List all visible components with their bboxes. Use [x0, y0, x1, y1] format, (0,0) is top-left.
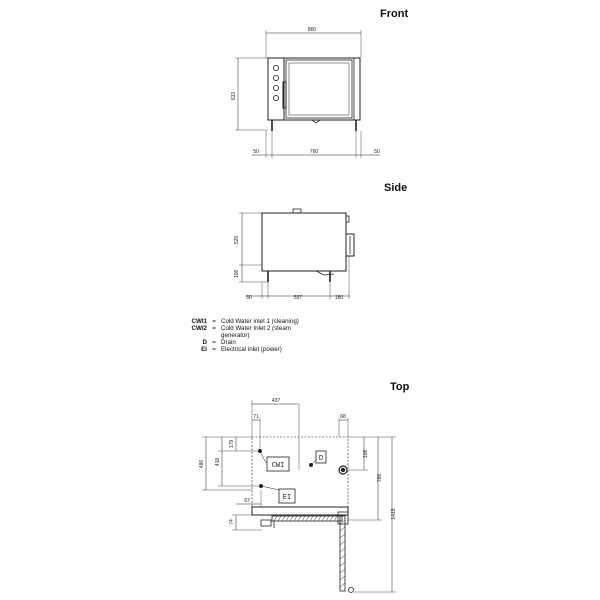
dim-top-71: 71	[253, 414, 259, 420]
dim-top-766: 766	[377, 473, 383, 483]
side-view-title: Side	[384, 182, 408, 194]
legend-text: Drain	[221, 339, 236, 346]
legend	[187, 318, 311, 353]
legend-text: Cold Water Inlet 2 (steam generator)	[221, 325, 291, 339]
legend-code: EI	[201, 346, 207, 353]
dim-side-middle: 537	[293, 295, 303, 301]
dim-top-179: 179	[229, 439, 235, 449]
front-view-title: Front	[380, 8, 409, 20]
top-front-frame	[252, 507, 348, 515]
top-outline	[252, 437, 348, 507]
side-drain-pipe	[316, 271, 334, 275]
dim-side-upper: 525	[234, 235, 240, 245]
knob-2	[273, 75, 278, 80]
dim-top-486: 486	[199, 459, 205, 469]
front-body	[268, 58, 360, 120]
label-cwi: CWI	[271, 462, 285, 470]
vertical-rail	[340, 516, 345, 591]
dim-side-right: 180	[334, 295, 344, 301]
top-view	[202, 400, 396, 593]
dim-top-74: 74	[229, 519, 235, 525]
dim-front-width: 860	[307, 27, 317, 33]
rail-end	[349, 588, 354, 593]
knob-1	[273, 65, 278, 70]
legend-item-cwi2: CWI2 = Cold Water Inlet 2 (steam generator)	[187, 325, 311, 339]
front-knob	[261, 520, 271, 526]
dim-front-height: 633	[231, 91, 237, 101]
top-vent	[293, 209, 301, 213]
label-d: D	[318, 455, 324, 463]
dim-side-lower: 108	[234, 269, 240, 279]
legend-code: CWI1	[191, 318, 207, 325]
dim-side-left: 50	[246, 295, 252, 301]
dim-top-418: 418	[215, 457, 221, 467]
oven-door	[286, 60, 352, 118]
dim-top-1415: 1415	[391, 508, 397, 520]
dim-top-437: 437	[271, 398, 281, 404]
legend-item-cwi1: CWI1 = Cold Water inlet 1 (cleaning)	[187, 318, 311, 325]
side-body	[262, 213, 346, 271]
knob-3	[273, 85, 278, 90]
top-view-title: Top	[390, 381, 410, 393]
dim-top-68: 68	[340, 414, 346, 420]
dim-front-left: 50	[253, 149, 259, 155]
side-view	[239, 209, 354, 299]
legend-text: Cold Water inlet 1 (cleaning)	[221, 318, 299, 325]
front-view	[235, 30, 380, 158]
legend-item-d: D = Drain	[187, 339, 311, 346]
knob-4	[273, 95, 278, 100]
dim-top-97: 97	[244, 498, 250, 504]
control-panel	[268, 58, 284, 120]
legend-item-ei: EI = Electrical inlet (power)	[187, 346, 311, 353]
legend-code: D	[202, 339, 207, 346]
dim-top-108: 108	[363, 449, 369, 459]
dim-front-middle: 760	[309, 149, 319, 155]
dim-front-right: 50	[374, 149, 380, 155]
legend-code: CWI2	[191, 325, 207, 332]
label-ei: EI	[282, 494, 292, 502]
legend-text: Electrical inlet (power)	[221, 346, 282, 353]
